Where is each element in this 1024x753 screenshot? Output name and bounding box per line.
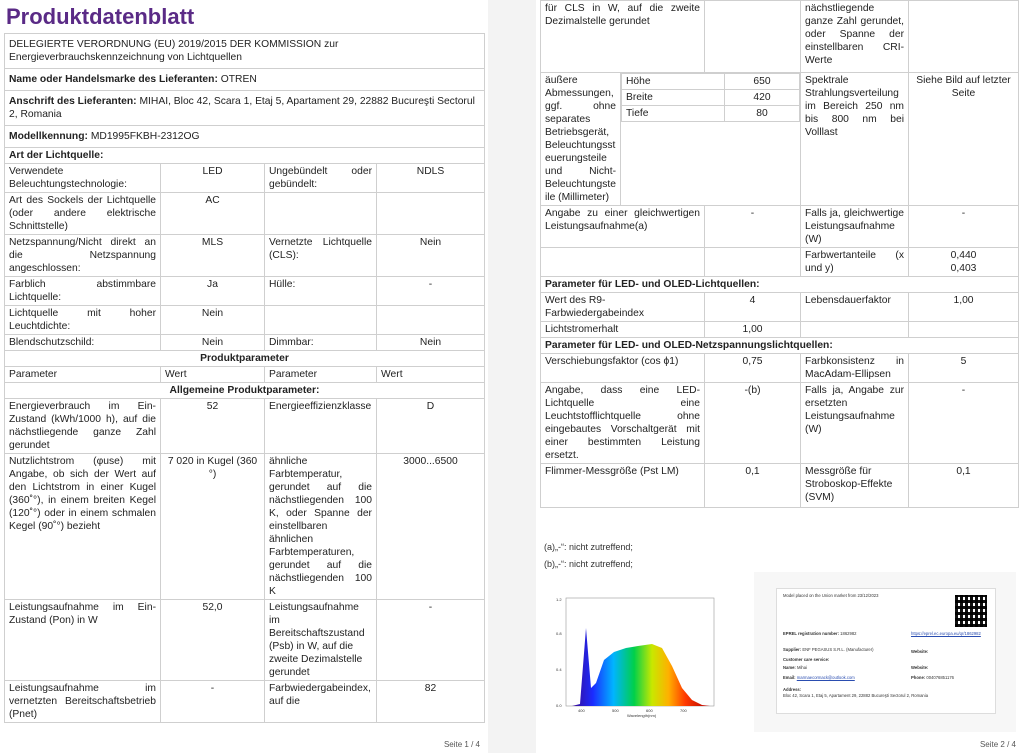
cell: 0,440 0,403 [909, 248, 1019, 277]
column-header: Wert [161, 367, 265, 383]
model-label: Modellkennung: [9, 131, 88, 142]
address-label: Anschrift des Lieferanten: [9, 96, 137, 107]
cell: Angabe, dass eine LED-Lichtquelle eine Leuchtstofflichtquelle ohne eingebautes Vorschaltgerät mit einer bestimmten Leistung ersetzt. [541, 383, 705, 464]
cell: Angabe zu einer gleichwertigen Leistungsaufnahme(a) [541, 206, 705, 248]
section-mains-params: Parameter für LED- und OLED-Netzspannungslichtquellen: [541, 338, 1019, 354]
cell: 3000...6500 [377, 454, 485, 600]
cell [377, 193, 485, 235]
address-value: MIHAI, Bloc 42, Scara 1, Etaj 5, Apartament 29, 22882 Bucureşti Sectorul 2, Romania [9, 96, 475, 120]
cell: Farbwertanteile (x und y) [801, 248, 909, 277]
dim-label: Höhe [622, 74, 725, 90]
cell: Leistungsaufnahme im vernetzten Bereitschaftsbetrieb (Pnet) [5, 681, 161, 723]
model-value: MD1995FKBH-2312OG [90, 131, 200, 142]
cell: 52,0 [161, 600, 265, 681]
page-number-2: Seite 2 / 4 [979, 740, 1016, 749]
x-tick: 700 [680, 708, 687, 713]
section-led-params: Parameter für LED- und OLED-Lichtquellen: [541, 277, 1019, 293]
label-website-label-2: Website: [911, 665, 929, 670]
cell: AC [161, 193, 265, 235]
label-address-value: Bloc 42, Scara 1, Etaj 5, Apartament 29, 22882 Bucureşti Sectorul 2, Romania [783, 693, 929, 698]
supplier-row [5, 69, 485, 91]
label-phone-value: 004076851176 [926, 675, 955, 680]
cell: ähnliche Farbtemperatur, gerundet auf die nächstliegenden 100 K, oder Spanne der einstellbaren ähnlichen Farbtemperaturen, gerundet auf die nächstliegenden 100 K [265, 454, 377, 600]
label-website-label: Website: [911, 649, 929, 654]
cell: - [377, 277, 485, 306]
cell: Verwendete Beleuchtungstechnologie: [5, 164, 161, 193]
label-supplier-label: Supplier: [783, 647, 802, 652]
label-email-label: Email: [783, 675, 796, 680]
cell: Ungebündelt oder gebündelt: [265, 164, 377, 193]
cell: Hülle: [265, 277, 377, 306]
spectrum-curve [572, 628, 710, 706]
cell: Ja [161, 277, 265, 306]
label-eprel-link[interactable]: https://eprel.ec.europa.eu/qr/1862982 [911, 631, 981, 636]
cell: Blendschutzschild: [5, 335, 161, 351]
cell: 1,00 [705, 322, 801, 338]
cell [265, 306, 377, 335]
cell: Nein [161, 335, 265, 351]
y-tick: 0.4 [556, 667, 562, 672]
cell [377, 306, 485, 335]
column-header: Parameter [5, 367, 161, 383]
cell: Art des Sockels der Lichtquelle (oder andere elektrische Schnittstelle) [5, 193, 161, 235]
cell: - [161, 681, 265, 723]
label-email-value[interactable]: marmaecormack@outlook.com [796, 675, 855, 680]
spectral-label: Spektrale Strahlungsverteilung im Bereich 250 nm bis 800 nm bei Volllast [801, 73, 909, 206]
dimensions-label: äußere Abmessungen, ggf. ohne separates Betriebsgerät, Beleuchtungssteuerungsteile und Nicht-Beleuchtungsteile (Millimeter) [541, 73, 621, 206]
cell: - [909, 206, 1019, 248]
eprel-label-card [776, 588, 996, 714]
datasheet-table-2 [540, 0, 1019, 508]
cell: Falls ja, Angabe zur ersetzten Leistungsaufnahme (W) [801, 383, 909, 464]
label-eprel-value: 1862982 [840, 631, 857, 636]
column-header: Parameter [265, 367, 377, 383]
cell: - [377, 600, 485, 681]
cell: Vernetzte Lichtquelle (CLS): [265, 235, 377, 277]
cell: -(b) [705, 383, 801, 464]
dim-value: 80 [724, 106, 799, 122]
cell: Farbkonsistenz in MacAdam-Ellipsen [801, 354, 909, 383]
label-service-label: Customer care service: [783, 657, 830, 662]
cell: Leistungsaufnahme im Ein-Zustand (Pon) in W [5, 600, 161, 681]
dim-value: 420 [724, 90, 799, 106]
dimensions-table [621, 73, 800, 122]
cell: Netzspannung/Nicht direkt an die Netzspannung angeschlossen: [5, 235, 161, 277]
section-general-params: Allgemeine Produktparameter: [5, 383, 485, 399]
label-supplier-value: ENF PEGASUS S.R.L. (Manufacturer) [802, 647, 874, 652]
cell: LED [161, 164, 265, 193]
page-number-1: Seite 1 / 4 [443, 740, 480, 749]
page-1 [0, 0, 488, 753]
page-gap [488, 0, 536, 753]
label-eprel-label: EPREL registration number: [783, 631, 839, 636]
cell: MLS [161, 235, 265, 277]
label-name-value: Mihai [796, 665, 807, 670]
model-row [5, 126, 485, 148]
spectrum-svg [542, 588, 717, 720]
cell: Wert des R9-Farbwiedergabeindex [541, 293, 705, 322]
y-tick: 1.2 [556, 597, 562, 602]
cell: Lichtquelle mit hoher Leuchtdichte: [5, 306, 161, 335]
cell: 4 [705, 293, 801, 322]
cell: 0,1 [909, 464, 1019, 508]
x-tick: 400 [578, 708, 585, 713]
x-tick: 600 [646, 708, 653, 713]
cell: - [909, 383, 1019, 464]
cell: Energieverbrauch im Ein-Zustand (kWh/1000 h), auf die nächstliegende ganze Zahl gerundet [5, 399, 161, 454]
cell: Nein [377, 335, 485, 351]
cell: Messgröße für Stroboskop-Effekte (SVM) [801, 464, 909, 508]
column-header: Wert [377, 367, 485, 383]
cell: Nutzlichtstrom (φuse) mit Angabe, ob sich der Wert auf den Lichtstrom in einer Kugel (360˚°), in einem breiten Kegel (120˚°) oder in einem schmalen Kegel (90˚°) bezieht [5, 454, 161, 600]
cell: 0,75 [705, 354, 801, 383]
address-row [5, 91, 485, 126]
cell: Farblich abstimmbare Lichtquelle: [5, 277, 161, 306]
cell: Falls ja, gleichwertige Leistungsaufnahme (W) [801, 206, 909, 248]
dim-label: Tiefe [622, 106, 725, 122]
cell: 52 [161, 399, 265, 454]
section-light-type: Art der Lichtquelle: [5, 148, 485, 164]
cell: Lebensdauerfaktor [801, 293, 909, 322]
cell: Verschiebungsfaktor (cos ϕ1) [541, 354, 705, 383]
dim-label: Breite [622, 90, 725, 106]
cell: NDLS [377, 164, 485, 193]
x-tick: 500 [612, 708, 619, 713]
cell: 1,00 [909, 293, 1019, 322]
cell: Farbwiedergabeindex, auf die [265, 681, 377, 723]
footnote-b: (b)„-“: nicht zutreffend; [544, 559, 633, 569]
cell: 5 [909, 354, 1019, 383]
label-address-label: Address: [783, 687, 802, 692]
footnote-a: (a)„-“: nicht zutreffend; [544, 542, 633, 552]
qr-code-icon [955, 595, 987, 627]
cell: nächstliegende ganze Zahl gerundet, oder Spanne der einstellbaren CRI-Werte [801, 1, 909, 73]
supplier-label: Name oder Handelsmarke des Lieferanten: [9, 74, 218, 85]
datasheet-table [4, 33, 485, 723]
cell [265, 193, 377, 235]
dimensions-cell [621, 73, 801, 206]
cell: Leistungsaufnahme im Bereitschaftszustand (Psb) in W, auf die zweite Dezimalstelle gerundet [265, 600, 377, 681]
y-tick: 0.8 [556, 631, 562, 636]
cell: 0,1 [705, 464, 801, 508]
y-tick: 0.0 [556, 703, 562, 708]
section-product-params: Produktparameter [5, 351, 485, 367]
cell: Nein [161, 306, 265, 335]
spectral-value: Siehe Bild auf letzter Seite [909, 73, 1019, 206]
cell: D [377, 399, 485, 454]
cell: Dimmbar: [265, 335, 377, 351]
cell: - [705, 206, 801, 248]
dim-value: 650 [724, 74, 799, 90]
cell: für CLS in W, auf die zweite Dezimalstelle gerundet [541, 1, 705, 73]
label-phone-label: Phone: [911, 675, 926, 680]
cell: Flimmer-Messgröße (Pst LM) [541, 464, 705, 508]
x-axis-label: Wavelength(nm) [627, 713, 657, 718]
intro-text: DELEGIERTE VERORDNUNG (EU) 2019/2015 DER KOMMISSION zur Energieverbrauchskennzeichnung von Lichtquellen [5, 34, 485, 69]
supplier-value: OTREN [220, 74, 257, 85]
cell: 7 020 in Kugel (360 °) [161, 454, 265, 600]
spectrum-image [542, 588, 717, 720]
label-model-line: Model placed on the Union market from 23/12/2023 [783, 593, 879, 598]
cell: 82 [377, 681, 485, 723]
cell: Lichtstromerhalt [541, 322, 705, 338]
cell: Energieeffizienzklasse [265, 399, 377, 454]
page-title: Produktdatenblatt [6, 4, 195, 29]
label-name-label: Name: [783, 665, 796, 670]
cell: Nein [377, 235, 485, 277]
